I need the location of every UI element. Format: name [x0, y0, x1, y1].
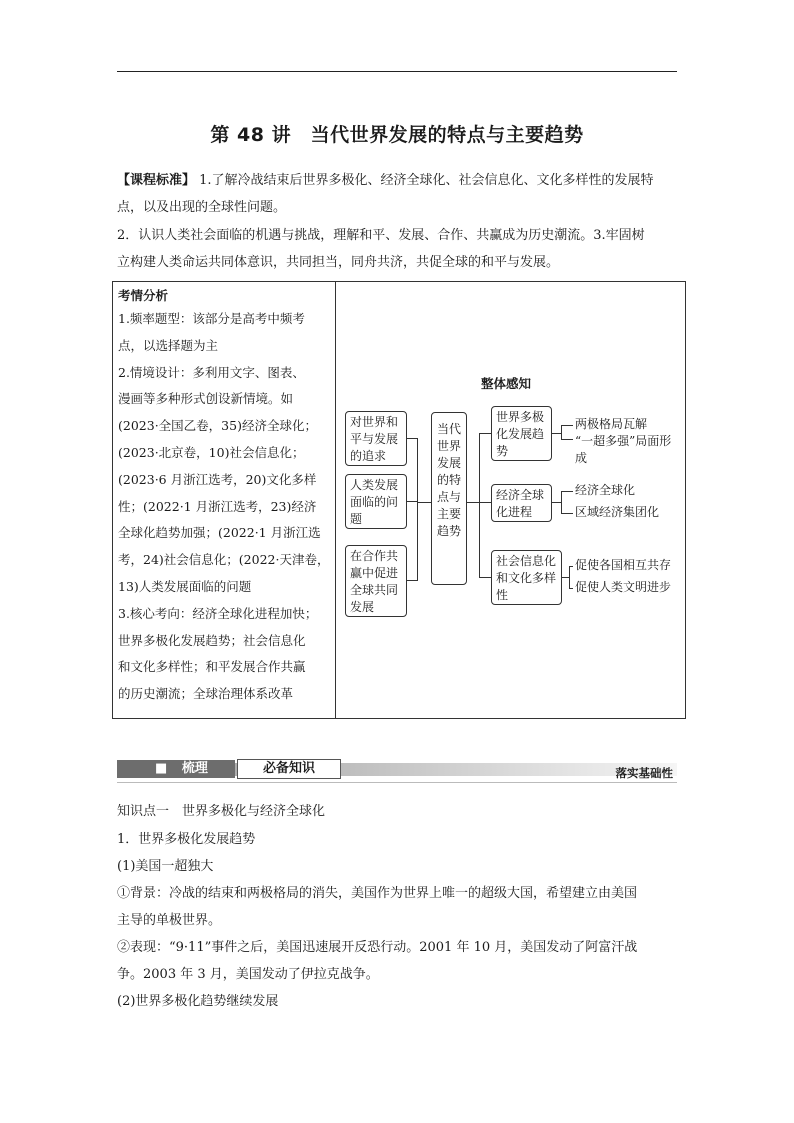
analysis-line: 全球化趋势加强；(2022·1 月浙江选 — [118, 525, 321, 541]
standards-line-3: 2．认识人类社会面临的机遇与挑战，理解和平、发展、合作、共赢成为历史潮流。3.牢固树 — [117, 228, 645, 243]
standards-text-1: 1.了解冷战结束后世界多极化、经济全球化、社会信息化、文化多样性的发展特 — [195, 173, 654, 188]
connector — [569, 588, 573, 589]
analysis-cell — [113, 282, 336, 718]
connector — [561, 425, 573, 426]
standards-line-4: 立构建人类命运共同体意识，共同担当，同舟共济，共促全球的和平与发展。 — [117, 255, 560, 270]
band-right-label: 落实基础性 — [615, 766, 673, 780]
analysis-line: 考，24)社会信息化；(2022·天津卷， — [118, 552, 330, 568]
connector — [479, 433, 491, 434]
analysis-line: 的历史潮流；全球治理体系改革 — [118, 686, 294, 702]
mindmap-branch-box: 经济全球化进程 — [491, 484, 552, 522]
connector — [417, 438, 418, 581]
connector — [407, 438, 417, 439]
mindmap-left-box: 对世界和平与发展的追求 — [345, 411, 407, 466]
analysis-table — [112, 281, 686, 719]
analysis-line: 2.情境设计：多利用文字、图表、 — [118, 364, 305, 380]
mindmap-leaf: 两极格局瓦解 — [575, 417, 648, 431]
mindmap-center-box: 当代世界发展的特点与主要趋势 — [431, 412, 467, 585]
connector — [562, 577, 569, 578]
connector — [561, 491, 573, 492]
analysis-line: (2023·北京卷，10)社会信息化； — [118, 444, 305, 460]
lesson-title: 第 48 讲 当代世界发展的特点与主要趋势 — [210, 124, 584, 146]
connector — [479, 577, 491, 578]
analysis-line: 世界多极化发展趋势；社会信息化 — [118, 632, 306, 648]
standards-label: 【课程标准】 — [117, 173, 196, 188]
analysis-body — [118, 306, 331, 708]
connector — [569, 566, 573, 567]
analysis-line: 3.核心考向：经济全球化进程加快； — [118, 605, 318, 621]
band-tab — [117, 760, 235, 778]
analysis-line: (2023·全国乙卷，35)经济全球化； — [118, 418, 317, 434]
standards-line-1 — [117, 167, 687, 194]
mindmap-leaf: 促使各国相互共存 — [575, 558, 672, 572]
connector — [561, 513, 573, 514]
connector — [561, 425, 562, 439]
mindmap-leaf: 促使人类文明进步 — [575, 580, 672, 594]
section-heading: 1．世界多极化发展趋势 — [117, 832, 256, 847]
subsection-heading: (2)世界多极化趋势继续发展 — [117, 994, 279, 1009]
subsection-heading: (1)美国一超独大 — [117, 859, 214, 874]
paragraph-line: ①背景：冷战的结束和两极格局的消失，美国作为世界上唯一的超级大国，希望建立由美国 — [117, 886, 638, 901]
connector — [479, 502, 491, 503]
connector — [407, 501, 417, 502]
connector — [479, 433, 480, 577]
mindmap-left-box: 在合作共赢中促进全球共同发展 — [345, 545, 407, 617]
mindmap-left-box: 人类发展面临的问题 — [345, 474, 407, 529]
analysis-line: 漫画等多种形式创设新情境。如 — [118, 391, 294, 407]
connector — [552, 502, 561, 503]
analysis-line: 点，以选择题为主 — [118, 337, 219, 353]
paragraph-line: 争。2003 年 3 月，美国发动了伊拉克战争。 — [117, 967, 379, 982]
analysis-line: (2023·6 月浙江选考，20)文化多样 — [118, 471, 317, 487]
mindmap-branch-box: 世界多极化发展趋势 — [491, 406, 552, 461]
analysis-line: 性；(2022·1 月浙江选考，23)经济 — [118, 498, 317, 514]
square-bullet-icon: ■ — [155, 761, 168, 776]
connector — [561, 491, 562, 513]
standards-line-2: 点，以及出现的全球性问题。 — [117, 200, 287, 215]
connector — [561, 439, 573, 440]
mindmap-title: 整体感知 — [481, 376, 532, 391]
section-band — [117, 758, 677, 780]
connector — [467, 502, 479, 503]
analysis-heading: 考情分析 — [118, 288, 169, 303]
mindmap-branch-box: 社会信息化和文化多样性 — [491, 550, 562, 605]
knowledge-point-heading: 知识点一 世界多极化与经济全球化 — [117, 804, 326, 819]
paragraph-line: ②表现：“9·11”事件之后，美国迅速展开反恐行动。2001 年 10 月，美国发动了阿富汗战 — [117, 940, 638, 955]
paragraph-line: 主导的单极世界。 — [117, 913, 222, 928]
analysis-line: 和文化多样性；和平发展合作共赢 — [118, 659, 306, 675]
connector — [552, 433, 561, 434]
header-rule — [117, 71, 677, 72]
connector — [407, 580, 417, 581]
band-underline — [117, 782, 677, 783]
connector — [417, 502, 431, 503]
connector — [569, 566, 570, 588]
mindmap-leaf: 区域经济集团化 — [575, 505, 660, 519]
mindmap-leaf: 经济全球化 — [575, 483, 636, 497]
band-tab-label: 梳理 — [181, 761, 208, 776]
analysis-line: 13)人类发展面临的问题 — [118, 578, 252, 594]
analysis-line: 1.频率题型：该部分是高考中频考 — [118, 311, 305, 326]
mindmap-leaf: “一超多强”局面形成 — [575, 434, 672, 465]
band-subtitle: 必备知识 — [237, 759, 341, 779]
